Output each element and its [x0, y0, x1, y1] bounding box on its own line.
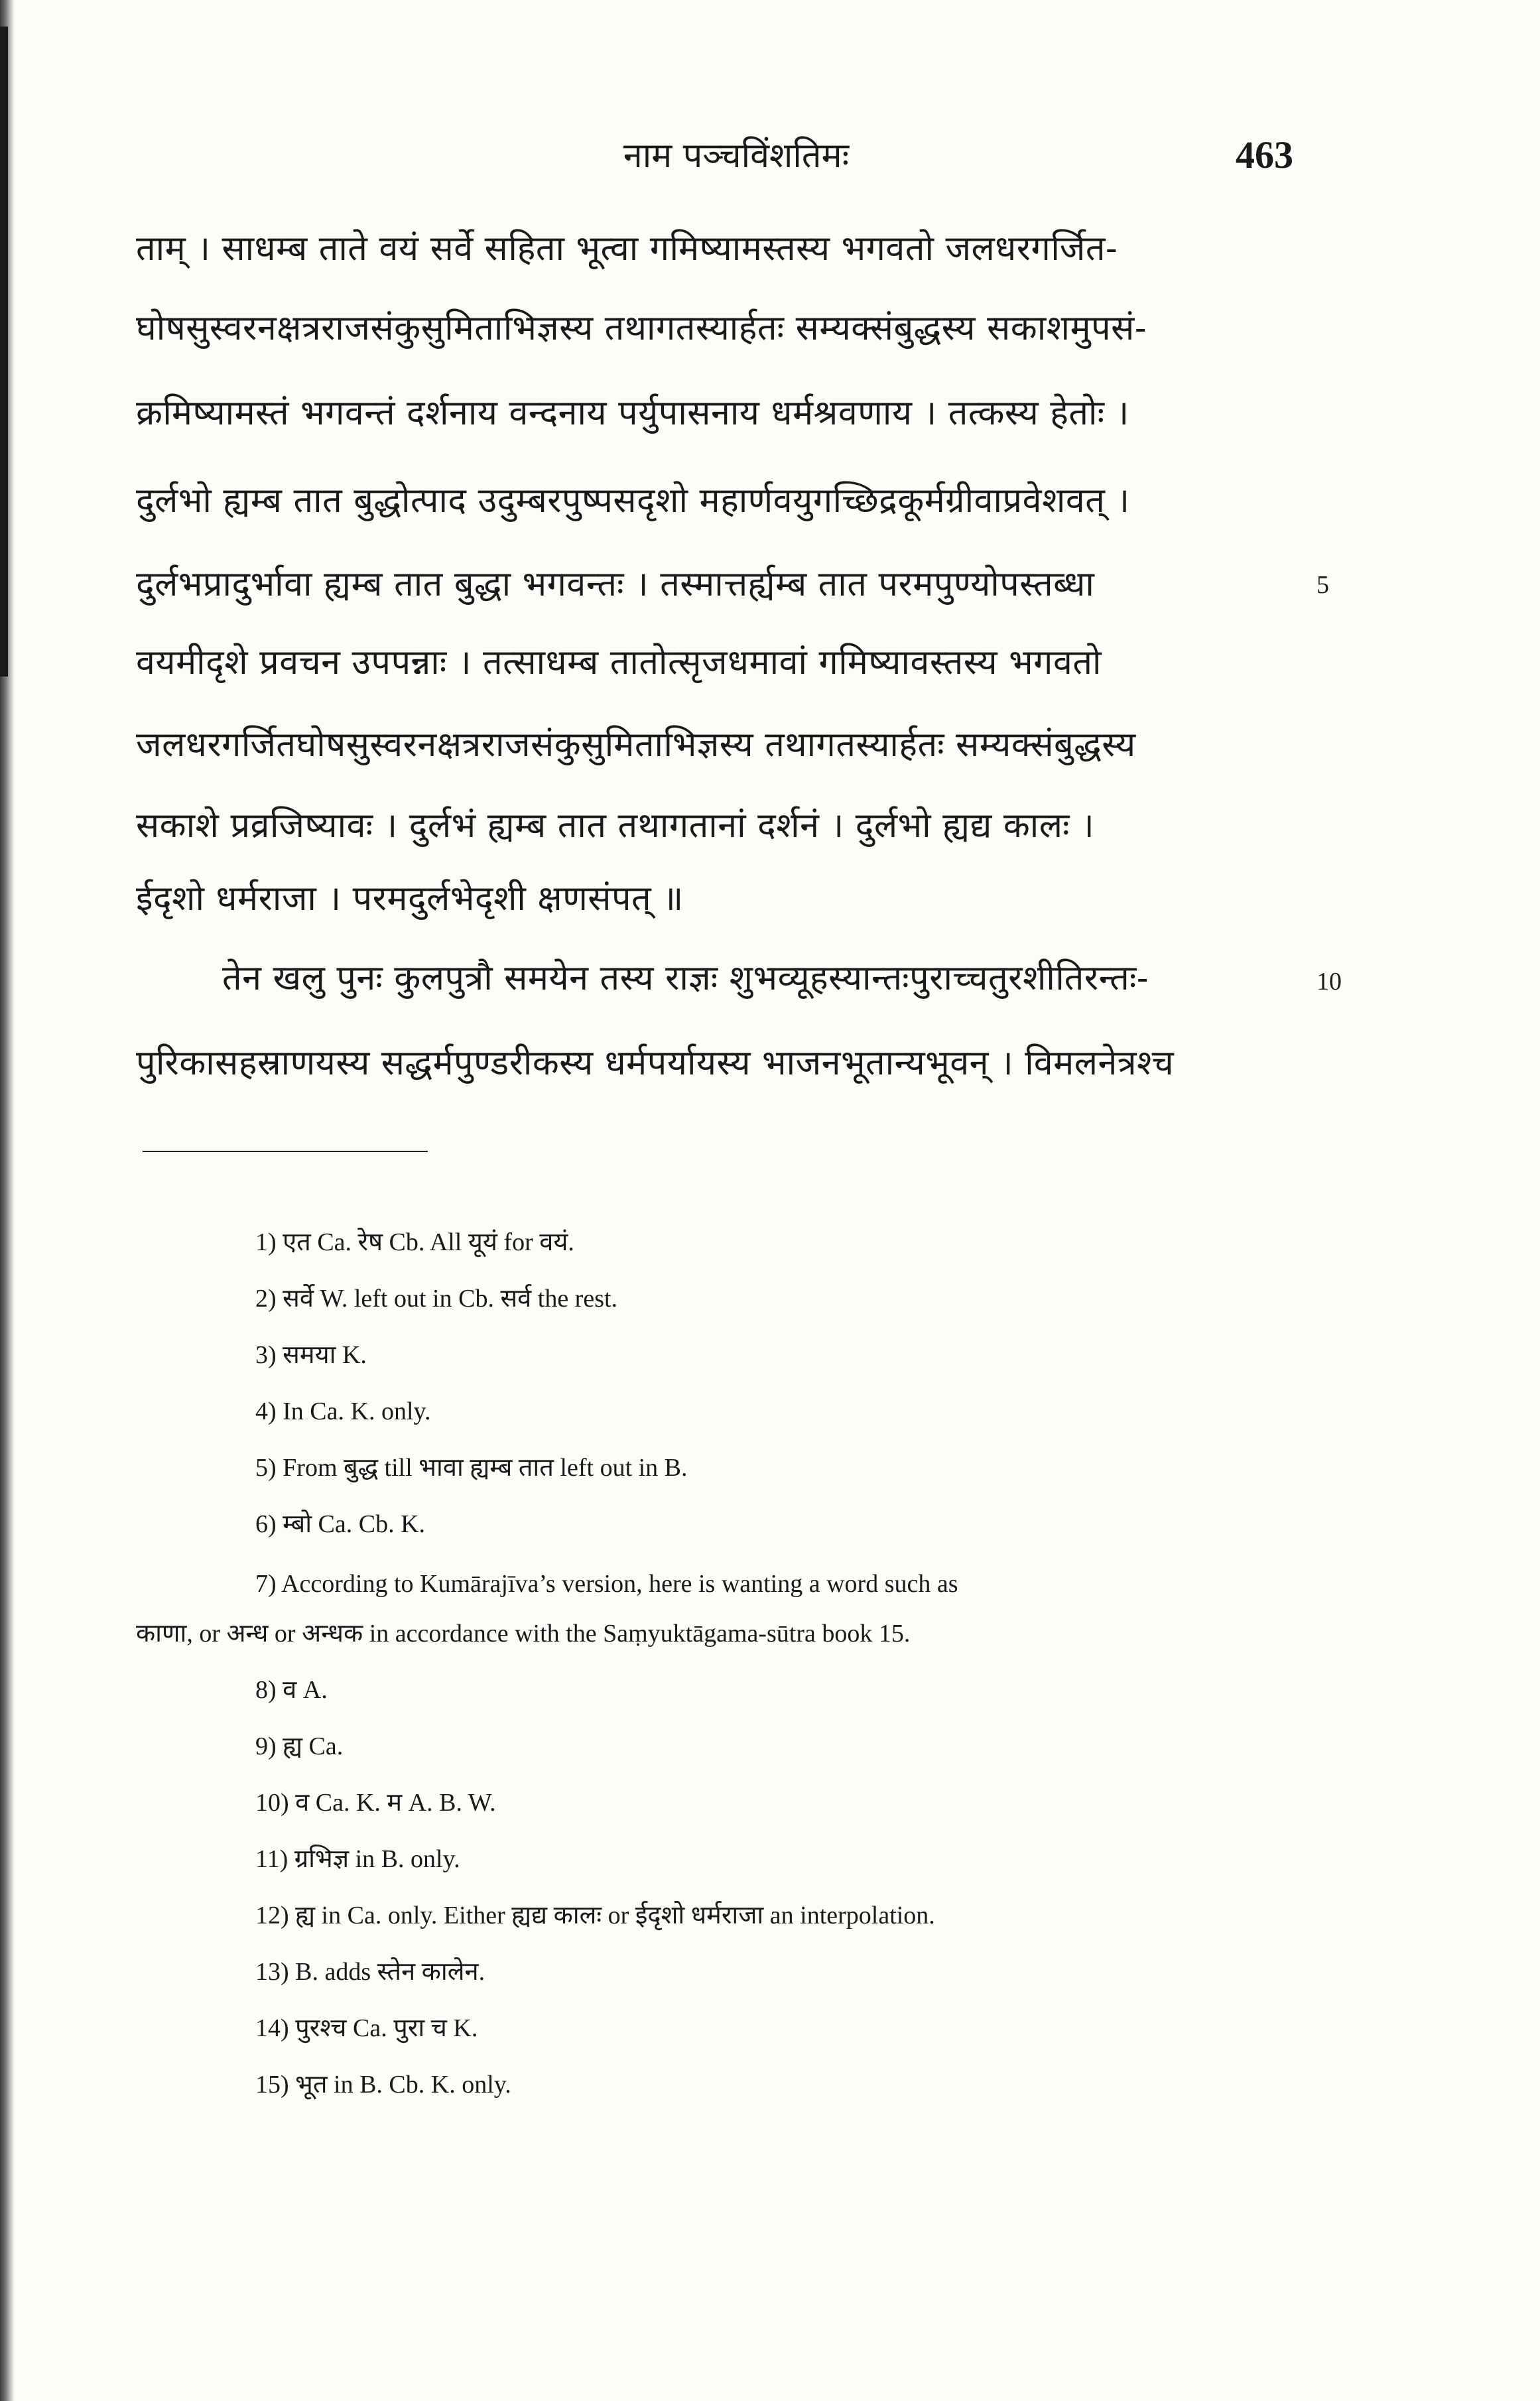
- footnote-5: 5) From बुद्ध till भावा ह्यम्ब तात left out in B.: [255, 1454, 688, 1482]
- text-line-3: क्रमिष्यामस्तं भगवन्तं दर्शनाय वन्दनाय पर्युपासनाय धर्मश्रवणाय । तत्कस्य हेतोः ।: [136, 393, 1129, 433]
- text-line-2: घोषसुस्वरनक्षत्रराजसंकुसुमिताभिज्ञस्य तथागतस्यार्हतः सम्यक्संबुद्धस्य सकाशमुपसं-: [136, 308, 1147, 348]
- text-line-11: पुरिकासहस्राणयस्य सद्धर्मपुण्डरीकस्य धर्मपर्यायस्य भाजनभूतान्यभूवन् । विमलनेत्रश्च: [136, 1043, 1175, 1083]
- text-line-1: ताम् । साधम्ब ताते वयं सर्वे सहिता भूत्वा गमिष्यामस्तस्य भगवतो जलधरगर्जित-: [136, 229, 1118, 269]
- text-line-10: तेन खलु पुनः कुलपुत्रौ समयेन तस्य राज्ञः शुभव्यूहस्यान्तःपुराच्चतुरशीतिरन्तः-: [222, 958, 1149, 998]
- footnote-1: 1) एत Ca. रेष Cb. All यूयं for वयं.: [255, 1228, 574, 1256]
- footnote-4: 4) In Ca. K. only.: [255, 1397, 431, 1425]
- footnote-12: 12) ह्य in Ca. only. Either ह्यद्य कालः or ईदृशो धर्मराजा an interpolation.: [255, 1902, 935, 1929]
- footnote-7-continued: काणा, or अन्ध or अन्धक in accordance with the Saṃyuktāgama-sūtra book 15.: [136, 1620, 911, 1648]
- footnote-10: 10) व Ca. K. म A. B. W.: [255, 1789, 496, 1817]
- text-line-5: दुर्लभप्रादुर्भावा ह्यम्ब तात बुद्धा भगवन्तः । तस्मात्तर्ह्यम्ब तात परमपुण्योपस्तब्धा: [136, 564, 1095, 604]
- text-line-9: ईदृशो धर्मराजा । परमदुर्लभेदृशी क्षणसंपत् ॥: [136, 879, 684, 919]
- page-number: 463: [1236, 133, 1293, 176]
- text-line-7: जलधरगर्जितघोषसुस्वरनक्षत्रराजसंकुसुमिताभिज्ञस्य तथागतस्यार्हतः सम्यक्संबुद्धस्य: [136, 725, 1136, 765]
- line-number-5: 5: [1316, 571, 1329, 599]
- footnote-3: 3) समया K.: [255, 1341, 367, 1369]
- footnote-7: 7) According to Kumārajīva’s version, here is wanting a word such as: [255, 1570, 958, 1598]
- footnote-13: 13) B. adds स्तेन कालेन.: [255, 1958, 485, 1986]
- line-number-10: 10: [1316, 968, 1342, 996]
- text-line-4: दुर्लभो ह्यम्ब तात बुद्धोत्पाद उदुम्बरपुष्पसदृशो महार्णवयुगच्छिद्रकूर्मग्रीवाप्रवेशवत् ।: [136, 481, 1130, 521]
- running-header-title: नाम पञ्चविंशतिमः: [623, 136, 850, 176]
- book-spine-edge: [0, 27, 8, 677]
- text-line-8: सकाशे प्रव्रजिष्यावः । दुर्लभं ह्यम्ब तात तथागतानां दर्शनं । दुर्लभो ह्यद्य कालः ।: [136, 806, 1095, 846]
- footnote-9: 9) ह्य Ca.: [255, 1732, 344, 1760]
- text-line-6: वयमीदृशे प्रवचन उपपन्नाः । तत्साधम्ब तातोत्सृजधमावां गमिष्यावस्तस्य भगवतो: [136, 643, 1102, 682]
- footnote-6: 6) म्बो Ca. Cb. K.: [255, 1510, 426, 1538]
- footnote-15: 15) भूत in B. Cb. K. only.: [255, 2071, 511, 2099]
- footnote-8: 8) व A.: [255, 1676, 328, 1704]
- footnote-14: 14) पुरश्च Ca. पुरा च K.: [255, 2014, 478, 2042]
- footnote-2: 2) सर्वे W. left out in Cb. सर्व the rest.: [255, 1285, 618, 1313]
- footnote-11: 11) ग्रभिज्ञ in B. only.: [255, 1845, 460, 1873]
- footnote-separator-rule: [143, 1151, 428, 1152]
